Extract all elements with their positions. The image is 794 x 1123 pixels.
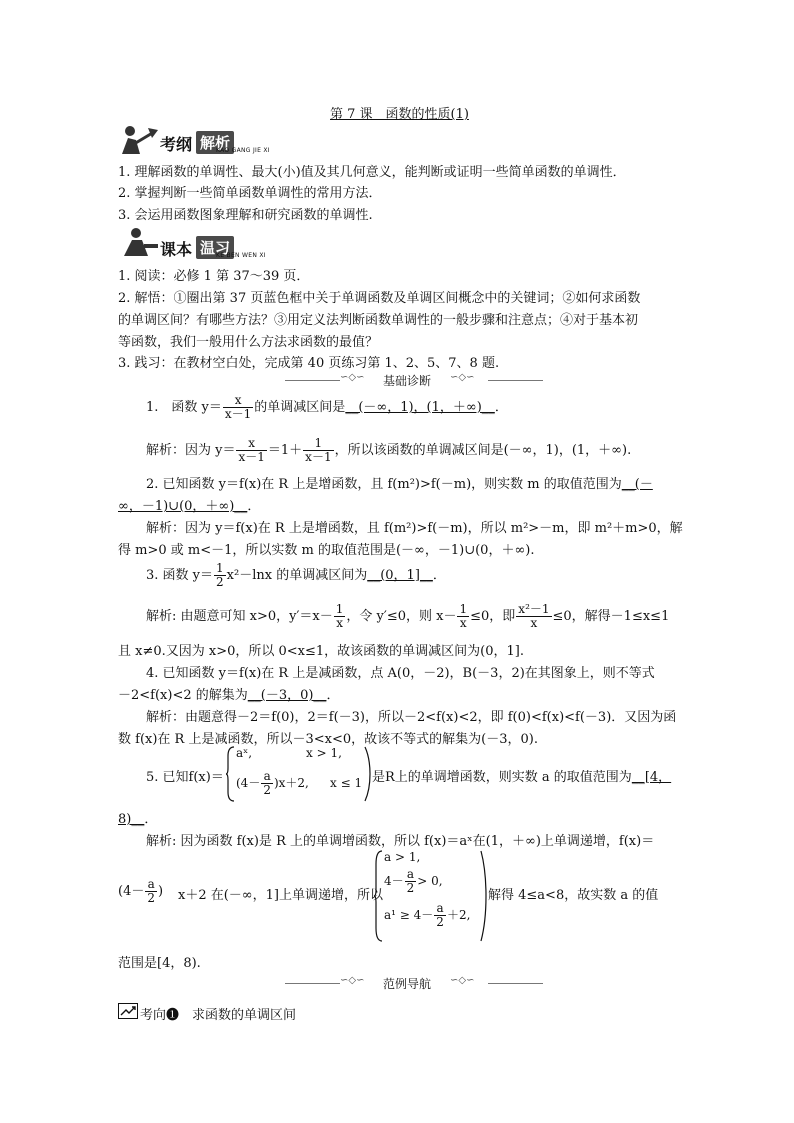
q1-text: 的单调减区间是: [254, 400, 346, 415]
question-4: 4. 已知函数 y＝f(x)在 R 上是减函数，点 A(0，－2)，B(－3，2)在其图象上，则不等式: [146, 666, 655, 681]
divider-line-left: [285, 983, 340, 984]
question-2: 2. 已知函数 y＝f(x)在 R 上是增函数，且 f(m²)>f(－m)，则实数 m 的取值范围为__(－: [146, 477, 653, 492]
person-reading-icon: [118, 124, 160, 160]
syllabus-item-3: 3. 会运用函数图象理解和研究函数的单调性.: [118, 208, 373, 223]
q4-answer: __(－3，0)__: [247, 688, 327, 703]
q2-solution: 解析：因为 y＝f(x)在 R 上是增函数，且 f(m²)>f(－m)，所以 m²>－m，即 m²＋m>0，解: [146, 521, 683, 536]
q4-solution: 解析：由题意得－2＝f(0)，2＝f(－3)，所以－2<f(x)<2，即 f(0)<f(x)<f(－3)．又因为函: [146, 710, 677, 725]
question-2-cont: ∞，－1)∪(0，＋∞)__．: [118, 499, 261, 514]
review-item-2: 2. 解悟：①圈出第 37 页蓝色框中关于单调函数及单调区间概念中的关键词；②如何求函数: [118, 291, 641, 306]
q3-answer: __(0，1]__: [367, 568, 433, 583]
q5-answer: 8)__: [118, 812, 145, 827]
person-studying-icon: [118, 226, 160, 260]
q5-sol-factor: (4－ $\frac{a}{2}$ ): [118, 877, 164, 905]
piecewise-case-2: (4－ $\frac{a}{2}$ )x＋2,: [236, 769, 309, 797]
q5-solution-end: 解得 4≤a<8，故实数 a 的值: [488, 888, 659, 903]
right-brace: [364, 746, 372, 802]
q5-solution: 解析: 因为函数 f(x)是 R 上的单调增函数，所以 f(x)＝aˣ在(1，＋∞)上单调递增，f(x)＝: [146, 834, 655, 849]
section-box-jiexi: 解析: [196, 131, 234, 154]
trend-arrow-icon: [118, 1003, 138, 1019]
review-item-1: 1. 阅读：必修 1 第 37～39 页．: [118, 269, 310, 284]
left-brace: [226, 746, 236, 802]
review-item-2-cont: 等函数，我们一般用什么方法求函数的最值？: [118, 335, 379, 350]
q1-solution: 解析：因为 y＝ $\frac{x}{x-1}$ ＝1＋ $\frac{1}{x-1}$ ，所以该函数的单调减区间是(－∞，1)，(1，＋∞).: [146, 436, 632, 464]
section-title-kaogang: 考纲: [160, 135, 193, 154]
question-3: 3. 函数 y＝ $\frac{1}{2}$ x²－lnx 的单调减区间为__(0，1]__．: [146, 561, 446, 589]
q2-answer: __(－: [621, 477, 653, 492]
question-4-cont: －2<f(x)<2 的解集为__(－3，0)__．: [118, 688, 340, 703]
section-subtitle: KAO GANG JIE XI: [216, 147, 270, 154]
question-1: 1. 函数 y＝ $\frac{x}{x-1}$ 的单调减区间是__(－∞，1)，(1，＋∞)__．: [146, 393, 508, 421]
ornament-icon: ∽◇∽: [340, 372, 365, 383]
q2-solution-cont: 得 m>0 或 m<－1，所以实数 m 的取值范围是(－∞，－1)∪(0，＋∞).: [118, 543, 535, 558]
system-line-3: a¹ ≥ 4－ $\frac{a}{2}$ ＋2,: [384, 901, 471, 929]
ornament-icon: ∽◇∽: [340, 975, 365, 986]
section-title-keben: 课本: [160, 240, 193, 259]
q2-answer: ∞，－1)∪(0，＋∞)__: [118, 499, 248, 514]
piecewise-case-1-expr: aˣ,: [236, 746, 253, 760]
ornament-icon: ∽◇∽: [450, 975, 475, 986]
divider-line-right: [488, 380, 543, 381]
example-heading: 考向❶ 求函数的单调区间: [140, 1008, 297, 1023]
review-item-2-cont: 的单调区间？有哪些方法？③用定义法判断函数单调性的一般步骤和注意点；④对于基本初: [118, 313, 639, 328]
divider-label: 基础诊断: [383, 374, 432, 388]
system-line-1: a > 1,: [384, 850, 421, 864]
piecewise-case-1-cond: x > 1,: [306, 746, 342, 760]
q5-solution-final: 范围是[4，8).: [118, 956, 201, 971]
piecewise-case-2-cond: x ≤ 1: [330, 776, 363, 790]
ornament-icon: ∽◇∽: [450, 372, 475, 383]
system-line-2: 4－ $\frac{a}{2}$ > 0,: [384, 867, 443, 895]
q5-answer: __[4，: [631, 770, 672, 785]
q3-solution-cont: 且 x≠0.又因为 x>0，所以 0<x≤1，故该函数的单调减区间为(0，1].: [118, 644, 524, 659]
right-brace: [480, 850, 488, 942]
q3-solution: 解析: 由题意可知 x>0，y′＝x－ $\frac{1}{x}$ ，令 y′≤0，则 x－ $\frac{1}{x}$ ≤0，即 $\frac{\text{x²－1}}{x}$ ≤0，解得－1≤x≤1: [146, 602, 670, 630]
review-item-3: 3. 践习：在教材空白处，完成第 40 页练习第 1、2、5、7、8 题.: [118, 356, 500, 371]
q1-answer: __(－∞，1)，(1，＋∞)__: [345, 400, 495, 415]
page-title: 第 7 课 函数的性质(1): [330, 107, 469, 122]
question-5-cont: 8)__．: [118, 812, 158, 827]
q5-solution-cont: x＋2 在(－∞，1]上单调递增，所以: [178, 888, 383, 903]
question-5-pre: 5. 已知f(x)＝: [146, 770, 224, 785]
divider-line-right: [488, 983, 543, 984]
syllabus-item-2: 2. 掌握判断一些简单函数单调性的常用方法．: [118, 186, 382, 201]
section-subtitle: KE BEN WEN XI: [216, 252, 266, 259]
q1-text: 1. 函数 y＝: [146, 400, 222, 415]
fraction: $\frac{x}{x-1}$: [224, 393, 252, 421]
divider-line-left: [285, 380, 340, 381]
section-box-wenxi: 温习: [196, 236, 234, 259]
left-brace: [374, 850, 384, 942]
divider-label: 范例导航: [383, 977, 432, 991]
q4-solution-cont: 数 f(x)在 R 上是减函数，所以－3<x<0，故该不等式的解集为(－3，0).: [118, 732, 538, 747]
question-5-post: 是R上的单调增函数，则实数 a 的取值范围为__[4，: [372, 770, 672, 785]
syllabus-item-1: 1. 理解函数的单调性、最大(小)值及其几何意义，能判断或证明一些简单函数的单调性．: [118, 165, 626, 180]
